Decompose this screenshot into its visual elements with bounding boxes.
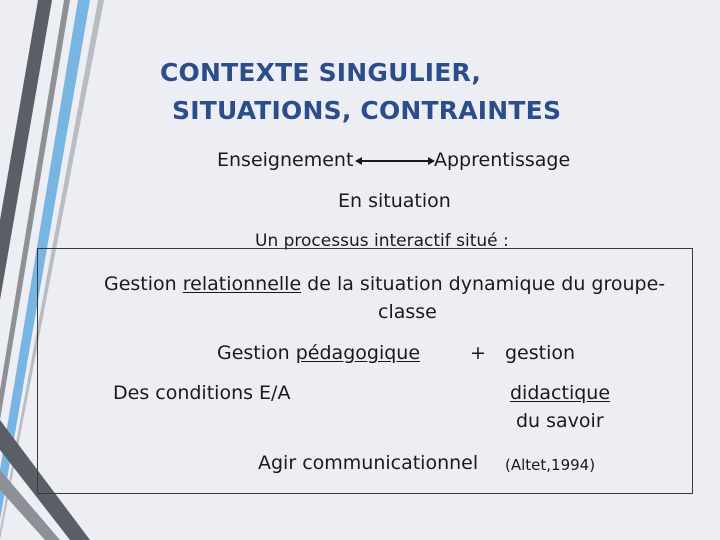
diagram-left-label: Enseignement [217, 149, 354, 171]
gestion-ped-prefix: Gestion [217, 342, 296, 364]
page-title-line2: SITUATIONS, CONTRAINTES [172, 96, 562, 125]
gestion-text: gestion [505, 342, 576, 364]
classe-text: classe [378, 301, 437, 323]
diagram-right-label: Apprentissage [434, 149, 571, 171]
conditions-text: Des conditions E/A [113, 382, 291, 404]
gestion-suffix: de la situation dynamique du groupe- [301, 273, 666, 295]
gestion-pedagogique-line [217, 342, 420, 364]
relationnelle-term: relationnelle [182, 273, 302, 295]
gestion-relationnelle-line [104, 273, 665, 295]
du-savoir-text: du savoir [516, 410, 604, 432]
citation-text: (Altet,1994) [505, 456, 596, 474]
double-arrow-icon [355, 156, 435, 166]
plus-sign: + [470, 342, 486, 364]
didactique-term: didactique [510, 382, 611, 404]
agir-communicationnel-text: Agir communicationnel [258, 452, 479, 474]
gestion-prefix: Gestion [104, 273, 183, 295]
process-heading: Un processus interactif situé : [255, 231, 509, 251]
diagram-center-label: En situation [338, 190, 451, 212]
page-title-line1: CONTEXTE SINGULIER, [160, 58, 482, 87]
pedagogique-term: pédagogique [295, 342, 421, 364]
